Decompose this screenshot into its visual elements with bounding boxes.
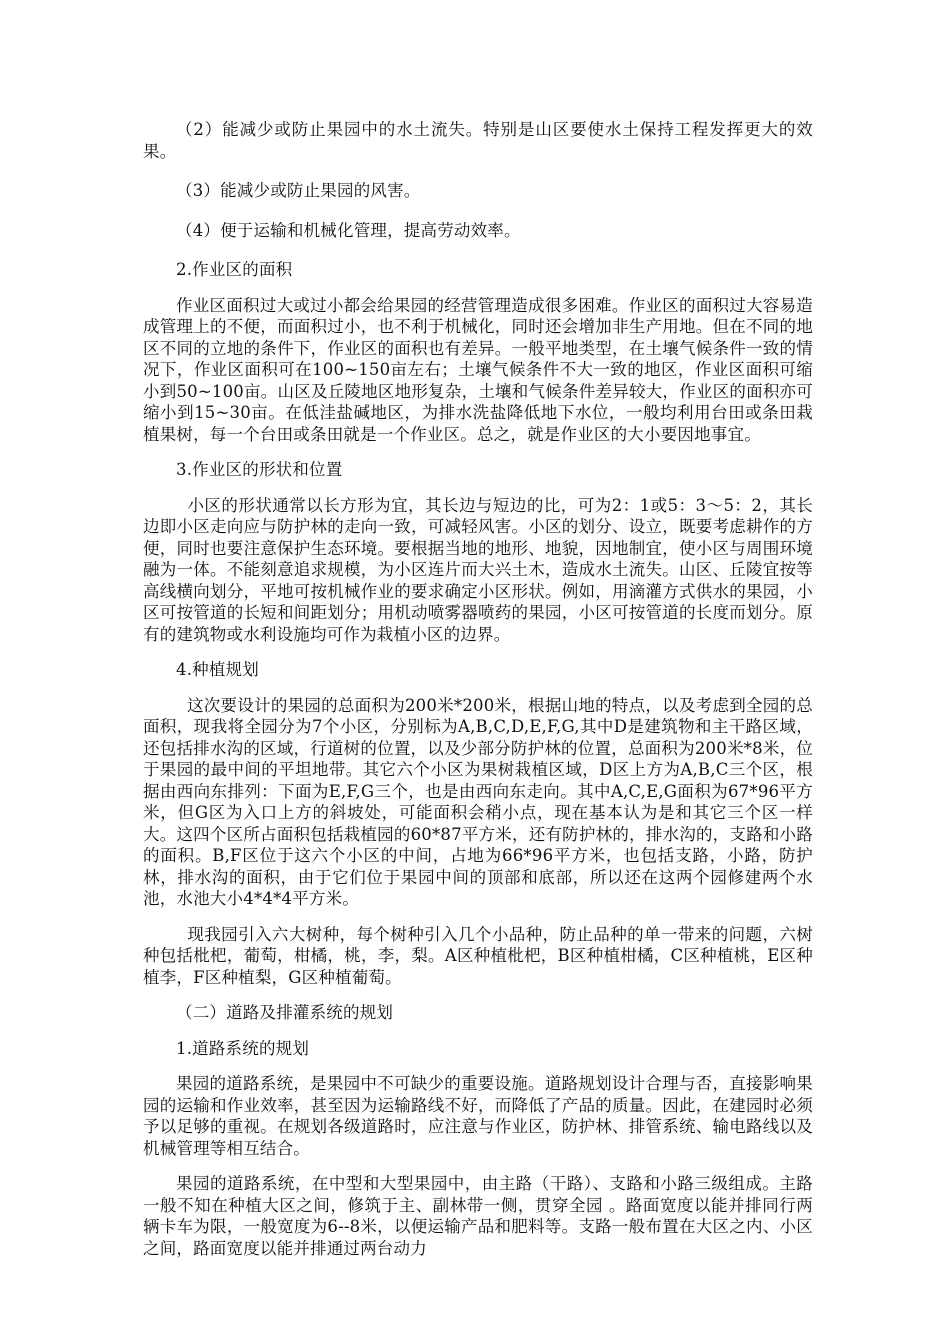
document-body: [143, 119, 813, 1259]
paragraph-road-levels: 果园的道路系统，在中型和大型果园中，由主路（干路）、支路和小路三级组成。主路一般不知在种植大区之间，修筑于主、副林带一侧，贯穿全园 。路面宽度以能并排同行两辆卡车为限，一般宽度为6--8米，以便运输产品和肥料等。支路一般布置在大区之内、小区之间，路面宽度以能并排通过两台动力: [143, 1174, 813, 1258]
paragraph-shape-position: 小区的形状通常以长方形为宜，其长边与短边的比，可为2：1或5：3～5：2，其长边即小区走向应与防护林的走向一致，可减轻风害。小区的划分、设立，既要考虑耕作的方便，同时也要注意保护生态环境。要根据当地的地形、地貌，因地制宜，使小区与周围环境融为一体。不能刻意追求规模，为小区连片而大兴土木，造成水土流失。山区、丘陵宜按等高线横向划分，平地可按机械作业的要求确定小区形状。例如，用滴灌方式供水的果园，小区可按管道的长短和间距划分；用机动喷雾器喷药的果园，小区可按管道的长度而划分。原有的建筑物或水利设施均可作为栽植小区的边界。: [143, 495, 813, 644]
section-heading-shape-position: 3.作业区的形状和位置: [176, 460, 343, 479]
list-item-4: （4）便于运输和机械化管理，提高劳动效率。: [176, 220, 521, 240]
paragraph-planting-layout: 这次要设计的果园的总面积为200米*200米，根据山地的特点，以及考虑到全园的总面积，现我将全园分为7个小区，分别标为A,B,C,D,E,F,G,其中D是建筑物和主干路区域，还包括排水沟的区域，行道树的位置，以及少部分防护林的位置，总面积为200米*8米，位于果园的最中间的平坦地带。其它六个小区为果树栽植区域，D区上方为A,B,C三个区，根据由西向东排列：下面为E,F,G三个，也是由西向东走向。其中A,C,E,G面积为67*96平方米，但G区为入口上方的斜坡处，可能面积会稍小点，现在基本认为是和其它三个区一样大。这四个区所占面积包括栽植园的60*87平方米，还有防护林的，排水沟的，支路和小路的面积。B,F区位于这六个小区的中间，占地为66*96平方米，也包括支路，小路，防护林，排水沟的面积，由于它们位于果园中间的顶部和底部，所以还在这两个园修建两个水池，水池大小4*4*4平方米。: [143, 695, 813, 908]
section-heading-roads-irrigation: （二）道路及排灌系统的规划: [176, 1003, 394, 1022]
paragraph-area: 作业区面积过大或过小都会给果园的经营管理造成很多困难。作业区的面积过大容易造成管理上的不便，而面积过小，也不利于机械化，同时还会增加非生产用地。但在不同的地区不同的立地的条件下，作业区的面积也有差异。一般平地类型，在土壤气候条件一致的情况下，作业区面积可在100~150亩左右；土壤气候条件不大一致的地区，作业区面积可缩小到50~100亩。山区及丘陵地区地形复杂，土壤和气候条件差异较大，作业区的面积亦可缩小到15~30亩。在低洼盐碱地区，为排水洗盐降低地下水位，一般均利用台田或条田栽植果树，每一个台田或条田就是一个作业区。总之，就是作业区的大小要因地事宜。: [143, 295, 813, 444]
section-heading-planting: 4.种植规划: [176, 660, 259, 679]
list-item-3: （3）能减少或防止果园的风害。: [176, 181, 421, 200]
section-heading-road-system: 1.道路系统的规划: [176, 1038, 310, 1058]
paragraph-tree-species: 现我园引入六大树种，每个树种引入几个小品种，防止品种的单一带来的问题，六树种包括枇杷，葡萄，柑橘，桃，李，梨。A区种植枇杷，B区种植柑橘，C区种植桃，E区种植李，F区种植梨，G区种植葡萄。: [143, 924, 813, 987]
section-heading-area: 2.作业区的面积: [176, 260, 293, 279]
paragraph-road-importance: 果园的道路系统，是果园中不可缺少的重要设施。道路规划设计合理与否，直接影响果园的运输和作业效率，甚至因为运输路线不好，而降低了产品的质量。因此，在建园时必须予以足够的重视。在规划各级道路时，应注意与作业区，防护林、排管系统、输电路线以及机械管理等相互结合。: [143, 1074, 813, 1158]
list-item-2: （2）能减少或防止果园中的水土流失。特别是山区要使水土保持工程发挥更大的效果。: [143, 120, 813, 161]
